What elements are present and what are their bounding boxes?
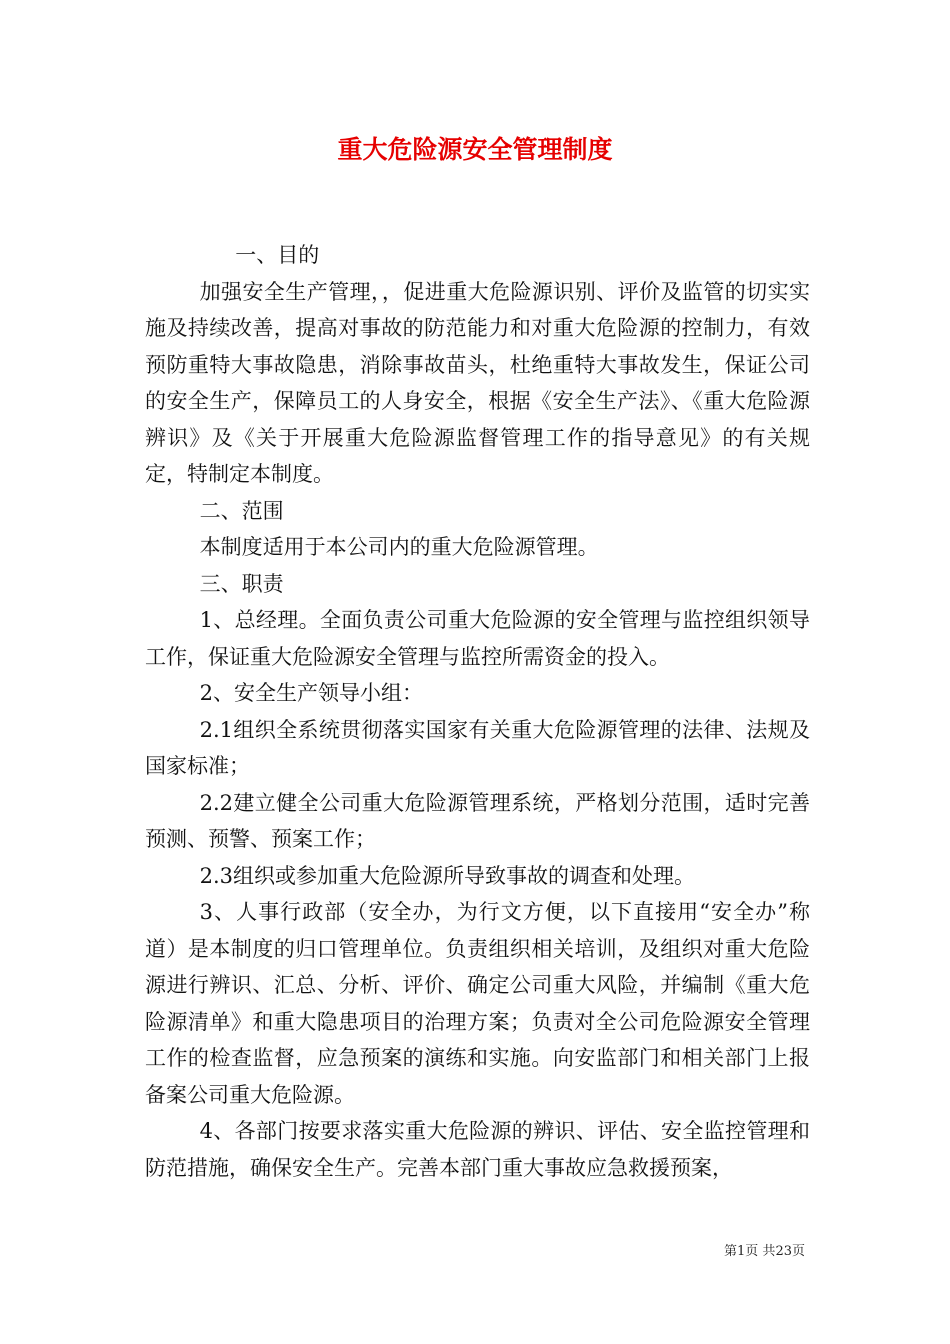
paragraph-duty-2-3: 2.3组织或参加重大危险源所导致事故的调查和处理。 [199,863,695,888]
section-heading-duties: 三、职责 [199,571,284,596]
section-heading-purpose: 一、目的 [235,243,320,267]
footer-prefix: 第 [724,1244,738,1259]
paragraph-duty-1: 1、总经理。全面负责公司重大危险源的安全管理与监控组织领导工作，保证重大危险源安全管理与监控所需资金的投入。 [145,608,810,669]
paragraph-duty-4: 4、各部门按要求落实重大危险源的辨识、评估、安全监控管理和防范措施，确保安全生产。完善本部门重大事故应急救援预案， [145,1119,810,1180]
paragraph-purpose: 加强安全生产管理，，促进重大危险源识别、评价及监管的切实实施及持续改善，提高对事故的防范能力和对重大危险源的控制力，有效预防重特大事故隐患，消除事故苗头，杜绝重特大事故发生，保证公司的安全生产，保障员工的人身安全，根据《安全生产法》、《重大危险源辨识》及《关于开展重大危险源监督管理工作的指导意见》的有关规定，特制定本制度。 [145,279,810,486]
footer-page-number: 1 [737,1244,746,1259]
paragraph-duty-2: 2、安全生产领导小组： [199,681,423,705]
footer-suffix: 页 [791,1244,805,1259]
footer-total-pages: 23 [775,1244,792,1259]
paragraph-duty-2-2: 2.2建立健全公司重大危险源管理系统，严格划分范围，适时完善预测、预警、预案工作； [145,790,810,851]
document-body [145,237,810,1186]
paragraph-scope: 本制度适用于本公司内的重大危险源管理。 [199,535,599,559]
footer-middle: 页 共 [745,1244,776,1259]
paragraph-duty-2-1: 2.1组织全系统贯彻落实国家有关重大危险源管理的法律、法规及国家标准； [145,717,810,778]
document-title: 重大危险源安全管理制度 [337,135,613,164]
section-heading-scope: 二、范围 [199,498,284,523]
paragraph-duty-3: 3、人事行政部（安全办，为行文方便，以下直接用“安全办”称道）是本制度的归口管理单位。负责组织相关培训，及组织对重大危险源进行辨识、汇总、分析、评价、确定公司重大风险，并编制《重大危险源清单》和重大隐患项目的治理方案；负责对全公司危险源安全管理工作的检查监督，应急预案的演练和实施。向安监部门和相关部门上报备案公司重大危险源。 [145,900,810,1107]
page-footer [724,1243,805,1261]
